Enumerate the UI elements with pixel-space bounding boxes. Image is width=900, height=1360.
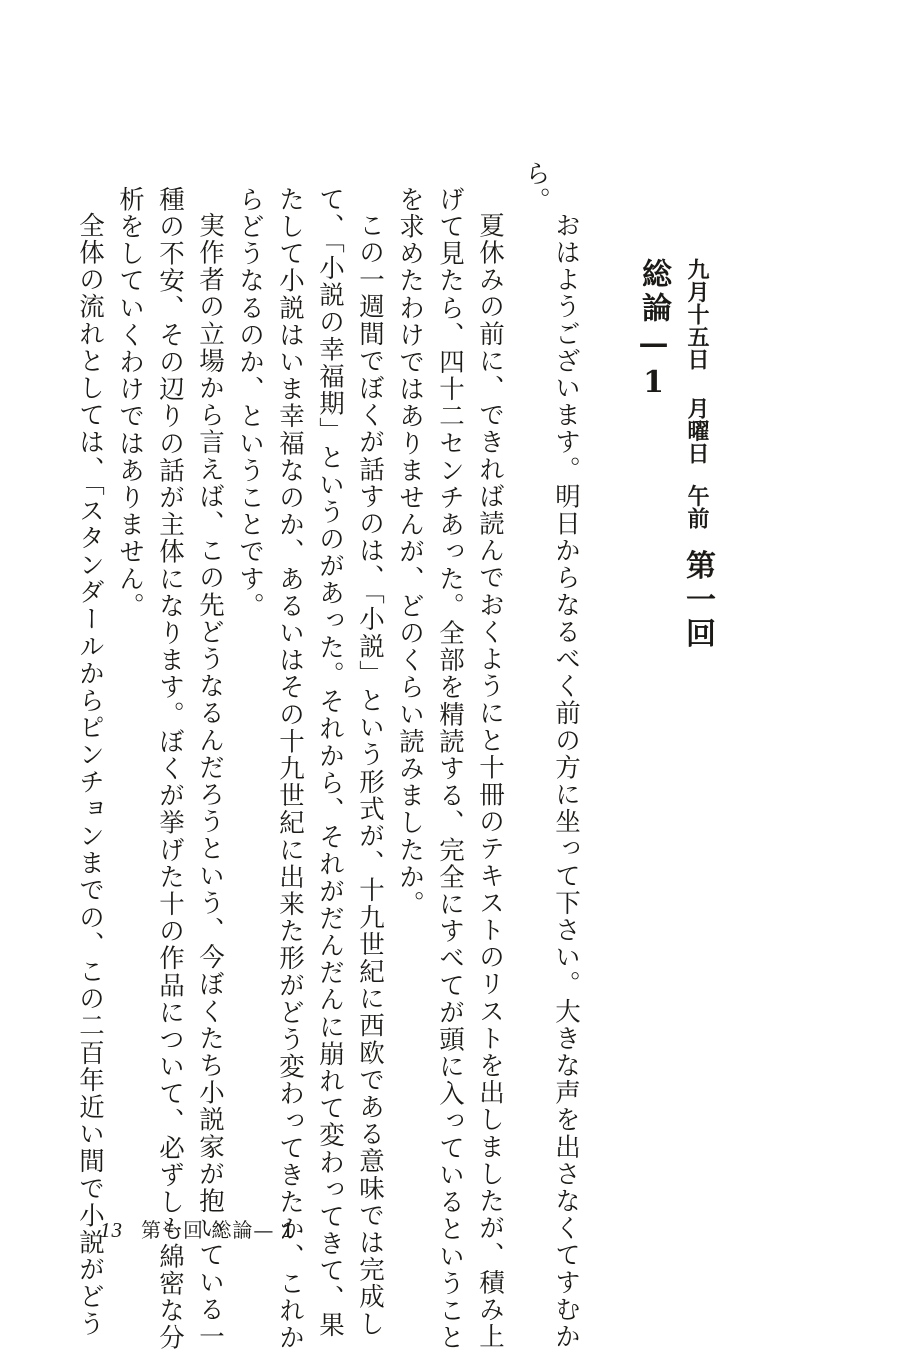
body-line: たして小説はいま幸福なのか、あるいはその十九世紀に出来た形がどう変わってきたか、これか xyxy=(275,186,305,1352)
body-line: らどうなるのか、ということです。 xyxy=(235,186,265,620)
lecture-date: 九月十五日 月曜日 xyxy=(684,258,710,465)
body-line: 種の不安、その辺りの話が主体になります。ぼくが挙げた十の作品について、必ずしも綿密な分 xyxy=(155,186,185,1352)
chapter-title: 総論—1 xyxy=(636,258,671,404)
session-label: 第一回 xyxy=(680,549,715,652)
body-line: おはようございます。明日からなるべく前の方に坐って下さい。大きな声を出さなくてすむか xyxy=(551,212,581,1351)
body-line: て、「小説の幸福期」というのがあった。それから、それがだんだんに崩れて変わってきて、果 xyxy=(315,186,345,1339)
lecture-date-heading xyxy=(680,258,715,652)
body-line: 夏休みの前に、できれば読んでおくようにと十冊のテキストのリストを出しましたが、積み上 xyxy=(475,212,505,1351)
body-line: 全体の流れとしては、「スタンダールからピンチョンまでの、この二百年近い間で小説がどう xyxy=(75,212,105,1338)
page-footer xyxy=(100,1214,295,1243)
body-line: この一週間でぼくが話すのは、「小説」という形式が、十九世紀に西欧である意味では完成し xyxy=(355,212,385,1338)
lecture-time: 午前 xyxy=(684,484,710,530)
body-line: 析をしていくわけではありません。 xyxy=(115,186,145,620)
body-line: 実作者の立場から言えば、この先どうなるんだろうという、今ぼくたち小説家が抱いている一 xyxy=(195,212,225,1351)
body-line: ら。 xyxy=(521,160,551,215)
page-number: 13 xyxy=(100,1218,123,1242)
running-head: 第一回 総論— 1 xyxy=(141,1218,296,1242)
body-line: げて見たら、四十二センチあった。全部を精読する、完全にすべてが頭に入っているということ xyxy=(435,186,465,1352)
body-line: を求めたわけではありませんが、どのくらい読みましたか。 xyxy=(395,186,425,918)
